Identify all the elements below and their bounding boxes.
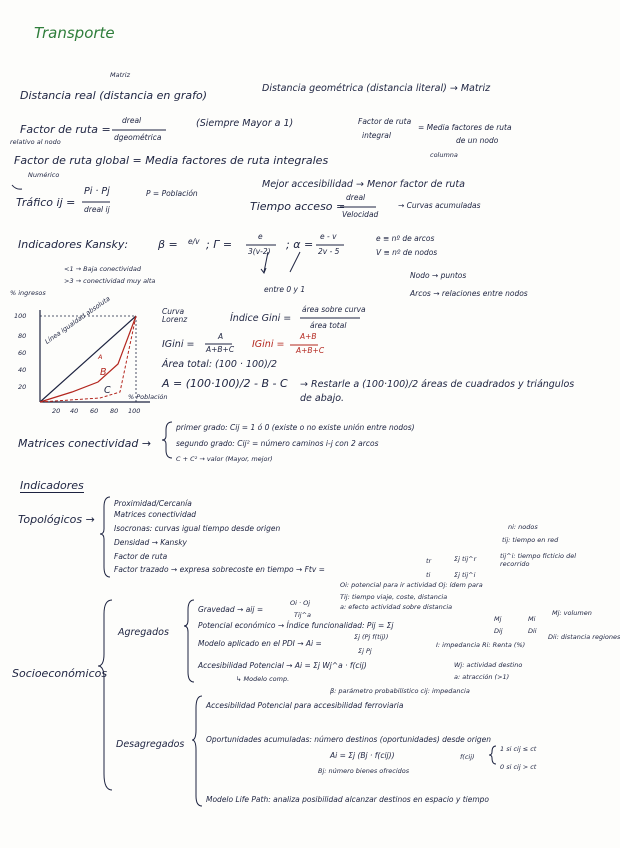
curva-lorenz: Curva Lorenz: [162, 307, 188, 324]
factor-siempre: (Siempre Mayor a 1): [196, 118, 294, 129]
chart-x-tick: 20: [52, 407, 61, 415]
modelo-pdi: Modelo aplicado en el PDI → Ai =: [198, 639, 322, 648]
tij-def: tij: tiempo en red: [502, 536, 559, 544]
trafico-label: Tráfico ij =: [16, 196, 76, 209]
distancia-geometrica: Distancia geométrica (distancia literal) → Matriz: [262, 83, 491, 94]
desagregados: Desagregados: [116, 739, 185, 750]
tiempo-den: Velocidad: [342, 210, 379, 219]
page-title: Transporte: [34, 24, 115, 42]
ig1: IGini =: [162, 339, 195, 350]
lorenz-chart: [40, 310, 150, 402]
matriz-primer: primer grado: Cij = 1 ó 0 (existe o no existe unión entre nodos): [176, 423, 415, 432]
pot2-n: Mi: [528, 615, 536, 623]
tiempo-acceso: Tiempo acceso =: [250, 200, 346, 213]
factor-integral-a: Factor de ruta: [358, 117, 412, 126]
top-item: Densidad → Kansky: [114, 538, 187, 547]
agregados: Agregados: [118, 627, 169, 638]
top-item: Isocronas: curvas igual tiempo desde origen: [114, 524, 281, 533]
pot2-d: Dii: [528, 627, 537, 635]
case-0: 0 si cij > ct: [500, 763, 537, 771]
matrices-label: Matrices conectividad →: [18, 437, 152, 450]
area-total: Área total: (100 · 100)/2: [162, 359, 278, 370]
chart-x-tick: 80: [110, 407, 119, 415]
ti-def: tij^i: tiempo ficticio del recorrido: [500, 552, 577, 569]
factor-media: = Media factores de ruta: [418, 123, 512, 132]
kansky-alpha: ; α =: [286, 238, 314, 251]
matriz-suma: C + C² → valor (Mayor, mejor): [176, 455, 273, 463]
v-def: V ≡ nº de nodos: [376, 248, 438, 257]
accesibilidad-potencial: Accesibilidad Potencial → Ai = Σj Wj^a · f(cij): [198, 661, 367, 670]
chart-x-tick: 60: [90, 407, 99, 415]
grav-d: Tij^a: [294, 611, 312, 619]
factor-columna: columna: [430, 151, 458, 159]
indice-gini-n: área sobre curva: [302, 305, 366, 314]
kansky-gamma-d: 3(v-2): [248, 247, 271, 256]
desag-item: Accesibilidad Potencial para accesibilidad ferroviaria: [206, 701, 404, 710]
ftv-n: tr: [426, 557, 432, 565]
a-atraccion: a: atracción (>1): [454, 673, 510, 681]
top-item: Factor de ruta: [114, 552, 168, 561]
case-1: 1 si cij ≤ ct: [500, 745, 537, 753]
kansky-gamma-n: e: [258, 232, 263, 241]
desag-item: Oportunidades acumuladas: número destinos (oportunidades) desde origen: [206, 735, 492, 744]
beta-parametro: β: parámetro probabilístico cij: impedancia: [330, 687, 470, 695]
e-def: e ≡ nº de arcos: [376, 234, 435, 243]
curvas-acumuladas: → Curvas acumuladas: [398, 201, 481, 210]
poblacion-def: P = Población: [146, 189, 198, 198]
chart-x-tick: 100: [128, 407, 141, 415]
ig1-n: A: [218, 332, 224, 341]
factor-ruta-num: dreal: [122, 116, 142, 125]
indice-gini: Índice Gini =: [230, 313, 292, 324]
gravedad: Gravedad → aij =: [198, 605, 264, 614]
indicadores-title: Indicadores: [20, 479, 84, 492]
area-a-label: A: [98, 353, 103, 361]
indice-gini-d: área total: [310, 321, 347, 330]
matriz-note: Matriz: [110, 71, 131, 79]
kansky-entre: entre 0 y 1: [264, 285, 306, 294]
mejor-accesibilidad: Mejor accesibilidad → Menor factor de ruta: [262, 179, 465, 190]
chart-x-label: % Población: [128, 393, 168, 401]
ni-def: ni: nodos: [508, 523, 538, 531]
chart-y-label: % ingresos: [10, 289, 46, 297]
ig2-n: A+B: [300, 332, 317, 341]
ig2: IGini =: [252, 339, 285, 350]
oi-def: Oi: potencial para ir actividad Oj: ídem para: [340, 581, 483, 589]
modelo-comp: ↳ Modelo comp.: [236, 675, 290, 683]
kansky-alpha-n: e - v: [320, 232, 337, 241]
dii-def: Dii: distancia regiones: [548, 633, 620, 641]
trafico-den: dreal ij: [84, 205, 110, 214]
factor-global: Factor de ruta global = Media factores de ruta integrales: [14, 154, 329, 167]
fcij: f(cij): [460, 753, 475, 761]
area-c-label: C: [104, 385, 111, 396]
ig1-d: A+B+C: [206, 345, 235, 354]
ftv2-n: Σj tij^r: [454, 555, 477, 563]
bj-def: Bj: número bienes ofrecidos: [318, 767, 410, 775]
potencial-economico: Potencial económico → Índice funcionalidad: Pij = Σj: [198, 621, 394, 630]
socioeconomicos: Socioeconómicos: [12, 667, 108, 680]
kansky-alpha-d: 2v - 5: [318, 247, 340, 256]
factor-ruta-den: dgeométrica: [114, 133, 162, 142]
pot-n: Mj: [494, 615, 502, 623]
top-item: Factor trazado → expresa sobrecoste en tiempo → Ftv =: [114, 565, 325, 574]
tij-def2: Tij: tiempo viaje, coste, distancia: [340, 593, 448, 601]
factor-relativo: relativo al nodo: [10, 138, 61, 146]
ftv2-d: Σj tij^i: [454, 571, 476, 579]
tiempo-num: dreal: [346, 193, 366, 202]
trafico-num: Pi · Pj: [84, 186, 110, 197]
kansky-gamma: ; Γ =: [206, 238, 233, 251]
factor-de-nodo: de un nodo: [456, 136, 499, 145]
chart-y-tick: 20: [18, 383, 27, 391]
matriz-segundo: segundo grado: Cij² = número caminos i-j con 2 arcos: [176, 439, 379, 448]
kansky-lt1: <1 → Baja conectividad: [64, 265, 141, 273]
kansky-beta-f: e/v: [188, 237, 200, 246]
masa-def: Mj: volumen: [552, 609, 592, 617]
pdi-n: Σj (Pj f(tij)): [354, 633, 389, 641]
linea-igualdad: Línea igualdad absoluta: [43, 294, 112, 346]
grav-n: Oi · Oj: [290, 599, 311, 607]
distancia-real: Distancia real (distancia en grafo): [20, 89, 208, 102]
top-item: Proximidad/Cercanía: [114, 499, 192, 508]
factor-ruta-label: Factor de ruta =: [20, 123, 111, 136]
kansky-beta: β =: [158, 238, 178, 251]
impedancia-def: I: impedancia Ri: Renta (%): [436, 641, 526, 649]
area-b-label: B: [100, 367, 107, 378]
topologicos: Topológicos →: [18, 513, 95, 526]
chart-y-tick: 100: [14, 312, 27, 320]
a-eq: A = (100·100)/2 - B - C: [162, 377, 288, 390]
chart-y-tick: 80: [18, 332, 27, 340]
chart-y-tick: 60: [18, 349, 27, 357]
kansky-label: Indicadores Kansky:: [18, 238, 129, 251]
chart-x-tick: 40: [70, 407, 79, 415]
ig2-d: A+B+C: [296, 346, 325, 355]
arcos-relaciones: Arcos → relaciones entre nodos: [410, 289, 528, 298]
chart-y-tick: 40: [18, 366, 27, 374]
wj-def: Wj: actividad destino: [454, 661, 523, 669]
pot-d: Dij: [494, 627, 503, 635]
factor-integral-b: integral: [362, 131, 391, 140]
top-item: Matrices conectividad: [114, 510, 197, 519]
modelo-life-path: Modelo Life Path: analiza posibilidad alcanzar destinos en espacio y tiempo: [206, 795, 490, 804]
oportunidades-formula: Ai = Σj (Bj · f(cij)): [330, 751, 395, 760]
kansky-gt3: >3 → conectividad muy alta: [64, 277, 156, 285]
pdi-d: Σj Pj: [358, 647, 372, 655]
factor-numerico: Numérico: [28, 171, 60, 179]
nodos-puntos: Nodo → puntos: [410, 271, 467, 280]
friccion-def: a: efecto actividad sobre distancia: [340, 603, 453, 611]
ftv-d: ti: [426, 571, 431, 579]
restarle: → Restarle a (100·100)/2 áreas de cuadrados y triángulos de abajo.: [300, 379, 575, 405]
